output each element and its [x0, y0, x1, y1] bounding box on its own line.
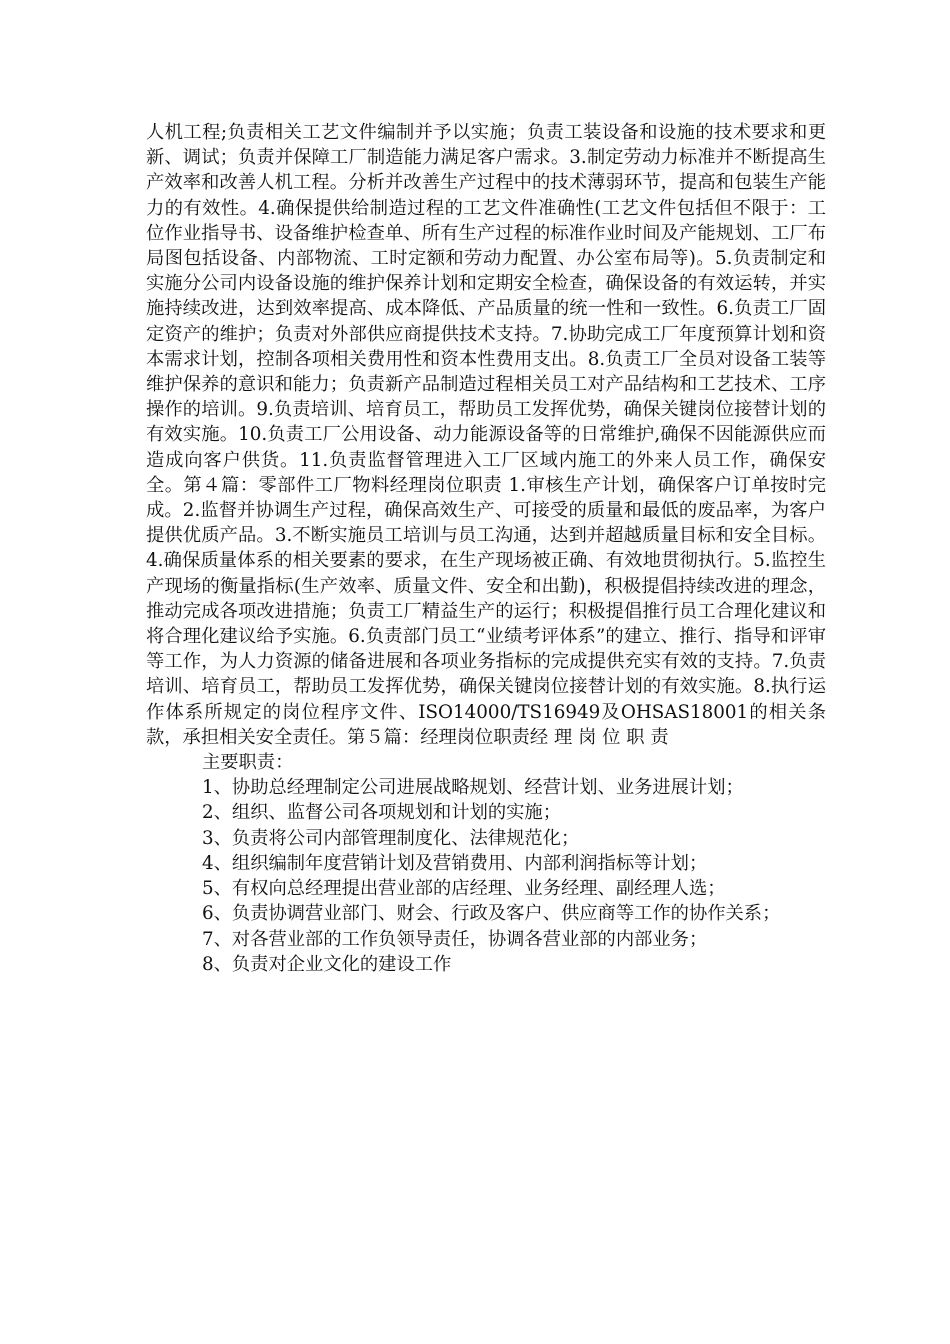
- duty-item-8: 8、负责对企业文化的建设工作: [202, 953, 452, 975]
- duty-item-5: 5、有权向总经理提出营业部的店经理、业务经理、副经理人选；: [202, 878, 726, 900]
- duty-item-6: 6、负责协调营业部门、财会、行政及客户、供应商等工作的协作关系；: [202, 903, 781, 925]
- duty-item-1: 1、协助总经理制定公司进展战略规划、经营计划、业务进展计划；: [202, 777, 744, 799]
- document-page: [146, 120, 826, 977]
- duty-item-3: 3、负责将公司内部管理制度化、法律规范化；: [202, 827, 580, 849]
- duty-item-4: 4、组织编制年度营销计划及营销费用、内部利润指标等计划；: [202, 852, 708, 874]
- duty-item-2: 2、组织、监督公司各项规划和计划的实施；: [202, 802, 561, 824]
- duties-list: [146, 775, 826, 977]
- duties-heading: 主要职责：: [202, 752, 294, 774]
- duty-item-7: 7、对各营业部的工作负领导责任，协调各营业部的内部业务；: [202, 928, 708, 950]
- body-paragraph: 人机工程;负责相关工艺文件编制并予以实施；负责工装设备和设施的技术要求和更新、调试；负责并保障工厂制造能力满足客户需求。3.制定劳动力标准并不断提高生产效率和改善人机工程。分析并改善生产过程中的技术薄弱环节，提高和包装生产能力的有效性。4.确保提供给制造过程的工艺文件准确性(工艺文件包括但不限于：工位作业指导书、设备维护检查单、所有生产过程的标准作业时间及产能规划、工厂布局图包括设备、内部物流、工时定额和劳动力配置、办公室布局等)。5.负责制定和实施分公司内设备设施的维护保养计划和定期安全检查，确保设备的有效运转，并实施持续改进，达到效率提高、成本降低、产品质量的统一性和一致性。6.负责工厂固定资产的维护；负责对外部供应商提供技术支持。7.协助完成工厂年度预算计划和资本需求计划，控制各项相关费用性和资本性费用支出。8.负责工厂全员对设备工装等维护保养的意识和能力；负责新产品制造过程相关员工对产品结构和工艺技术、工序操作的培训。9.负责培训、培育员工，帮助员工发挥优势，确保关键岗位接替计划的有效实施。10.负责工厂公用设备、动力能源设备等的日常维护,确保不因能源供应而造成向客户供货。11.负责监督管理进入工厂区域内施工的外来人员工作，确保安全。第４篇：零部件工厂物料经理岗位职责 1.审核生产计划，确保客户订单按时完成。2.监督并协调生产过程，确保高效生产、可接受的质量和最低的废品率，为客户提供优质产品。3.不断实施员工培训与员工沟通，达到并超越质量目标和安全目标。4.确保质量体系的相关要素的要求，在生产现场被正确、有效地贯彻执行。5.监控生产现场的衡量指标(生产效率、质量文件、安全和出勤)，积极提倡持续改进的理念，推动完成各项改进措施；负责工厂精益生产的运行；积极提倡推行员工合理化建议和将合理化建议给予实施。6.负责部门员工“业绩考评体系”的建立、推行、指导和评审等工作，为人力资源的储备进展和各项业务指标的完成提供充实有效的支持。7.负责培训、培育员工，帮助员工发挥优势，确保关键岗位接替计划的有效实施。8.执行运作体系所规定的岗位程序文件、ISO14000/TS16949及OHSAS18001的相关条款，承担相关安全责任。第５篇：经理岗位职责经 理 岗 位 职 责: [146, 122, 826, 748]
